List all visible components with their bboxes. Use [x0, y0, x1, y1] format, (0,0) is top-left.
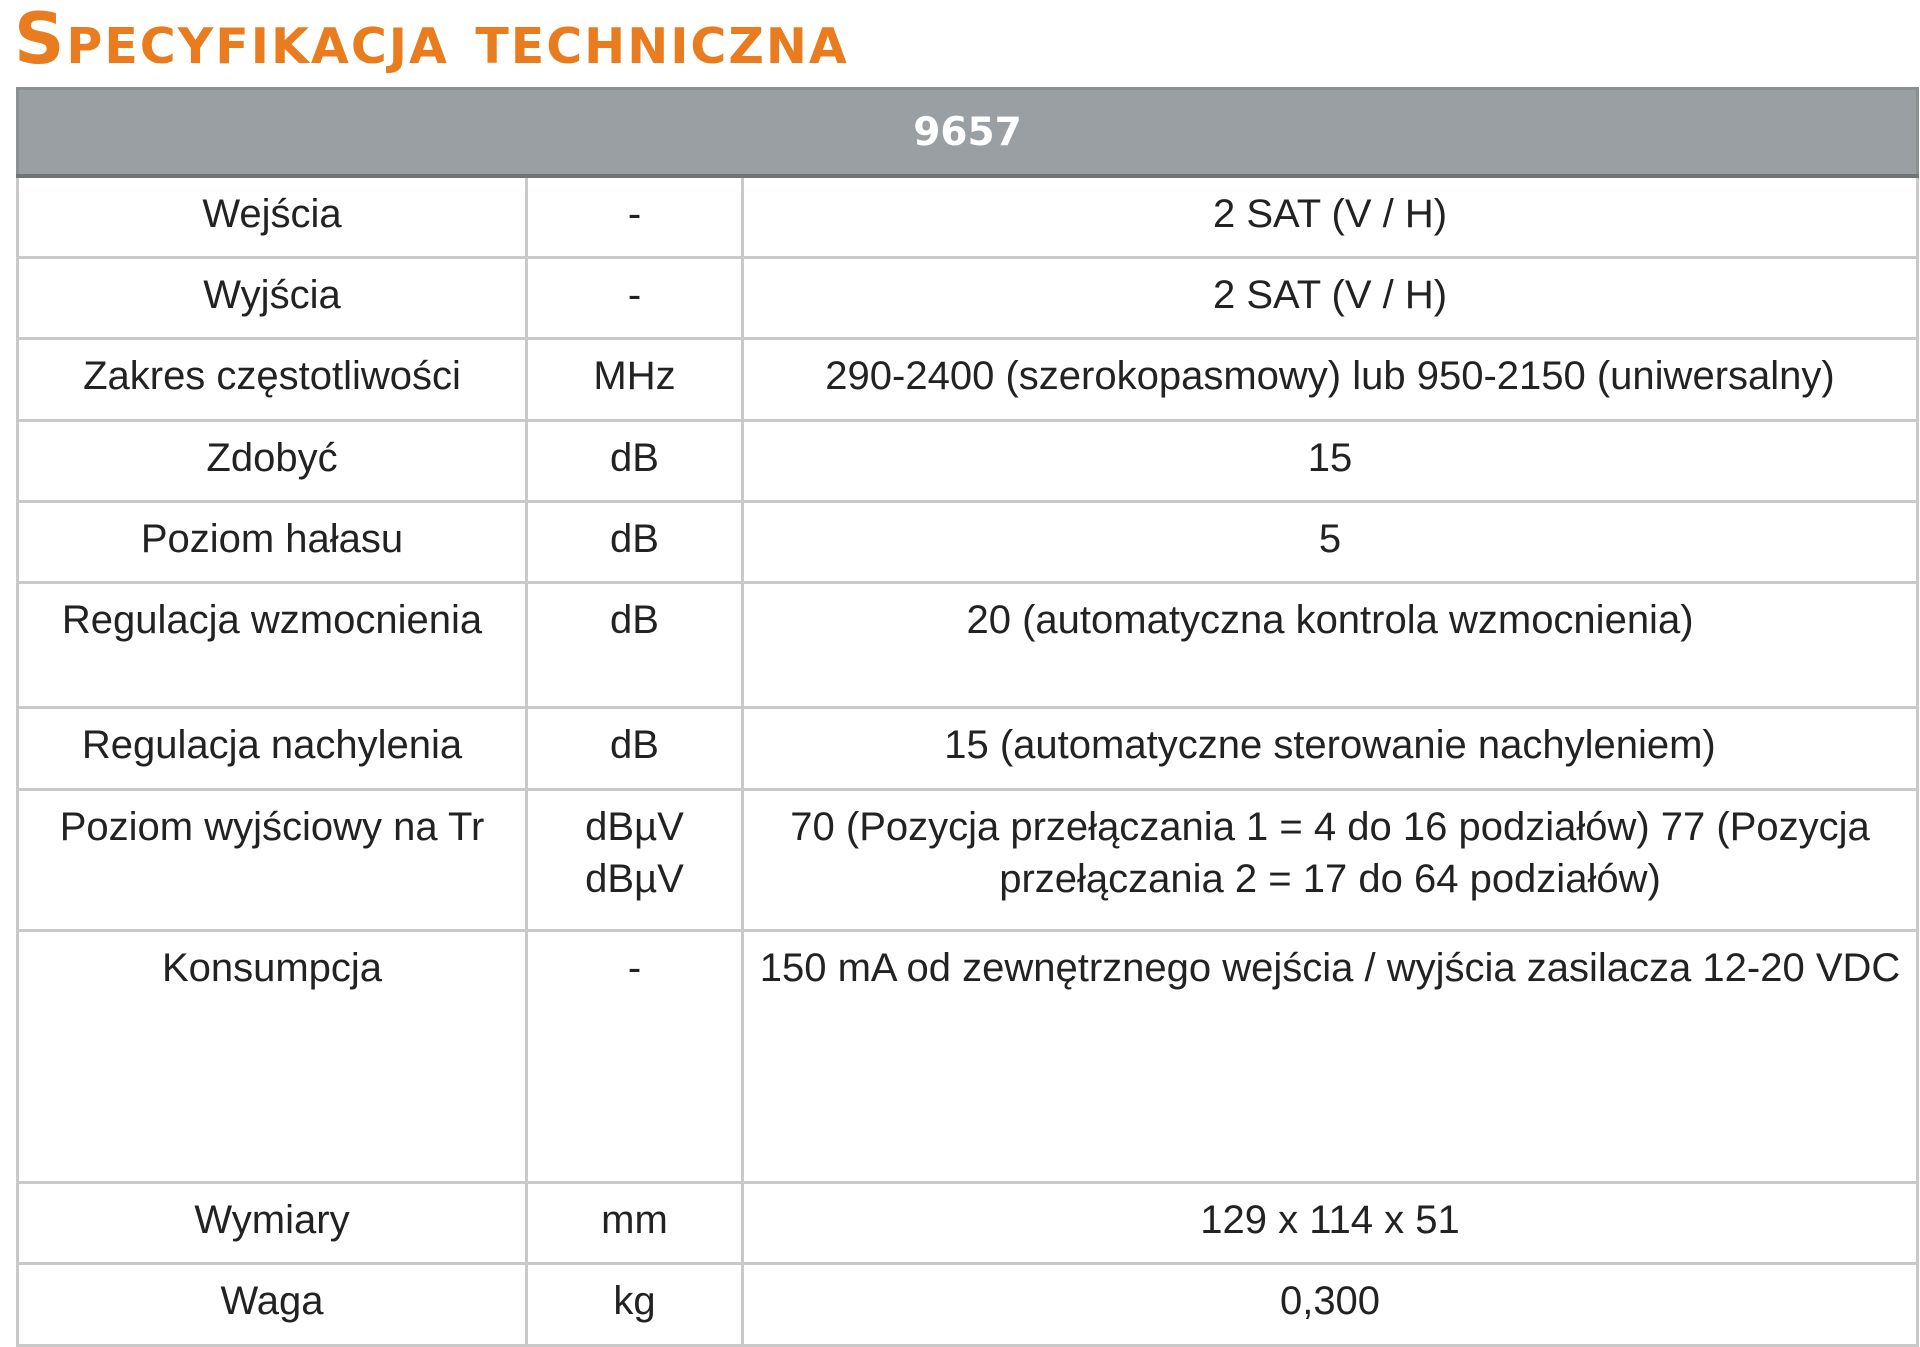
row-unit-cell: MHz: [527, 338, 743, 420]
spec-table: [16, 87, 1919, 1347]
row-unit-cell: -: [527, 930, 743, 1182]
row-name-cell: Regulacja nachylenia: [18, 707, 527, 789]
row-unit-cell: kg: [527, 1263, 743, 1345]
table-row: [18, 176, 1918, 257]
table-row: [18, 707, 1918, 789]
row-name-cell: Zakres częstotliwości: [18, 338, 527, 420]
row-value-cell: 290-2400 (szerokopasmowy) lub 950-2150 (uniwersalny): [743, 338, 1918, 420]
row-value-cell: 2 SAT (V / H): [743, 176, 1918, 257]
table-row: [18, 257, 1918, 338]
row-unit-cell: mm: [527, 1182, 743, 1263]
row-name-cell: Wymiary: [18, 1182, 527, 1263]
model-header: 9657: [18, 89, 1918, 177]
row-value-cell: 5: [743, 501, 1918, 582]
row-name-cell: Regulacja wzmocnienia: [18, 582, 527, 707]
table-row: [18, 582, 1918, 707]
table-row: [18, 930, 1918, 1182]
row-unit-cell: dB: [527, 707, 743, 789]
row-value-cell: 70 (Pozycja przełączania 1 = 4 do 16 podziałów) 77 (Pozycja przełączania 2 = 17 do 64 podziałów): [743, 789, 1918, 930]
row-value-cell: 0,300: [743, 1263, 1918, 1345]
row-unit-cell: dB: [527, 501, 743, 582]
row-value-cell: 129 x 114 x 51: [743, 1182, 1918, 1263]
row-name-cell: Wyjścia: [18, 257, 527, 338]
table-row: [18, 1263, 1918, 1345]
row-name-cell: Poziom hałasu: [18, 501, 527, 582]
row-value-cell: 15 (automatyczne sterowanie nachyleniem): [743, 707, 1918, 789]
table-row: [18, 1182, 1918, 1263]
row-name-cell: Konsumpcja: [18, 930, 527, 1182]
table-row: [18, 789, 1918, 930]
table-row: [18, 338, 1918, 420]
row-value-cell: 150 mA od zewnętrznego wejścia / wyjścia zasilacza 12-20 VDC: [743, 930, 1918, 1182]
row-unit-cell: -: [527, 176, 743, 257]
row-name-cell: Wejścia: [18, 176, 527, 257]
page-title: Specyfikacja techniczna: [14, 0, 849, 80]
row-value-cell: 15: [743, 420, 1918, 501]
row-value-cell: 2 SAT (V / H): [743, 257, 1918, 338]
row-name-cell: Waga: [18, 1263, 527, 1345]
table-row: [18, 501, 1918, 582]
row-unit-cell: dBµV dBµV: [527, 789, 743, 930]
row-value-cell: 20 (automatyczna kontrola wzmocnienia): [743, 582, 1918, 707]
table-row: [18, 420, 1918, 501]
row-unit-cell: dB: [527, 420, 743, 501]
row-unit-cell: dB: [527, 582, 743, 707]
row-name-cell: Poziom wyjściowy na Tr: [18, 789, 527, 930]
table-header-row: [18, 89, 1918, 177]
row-unit-cell: -: [527, 257, 743, 338]
row-name-cell: Zdobyć: [18, 420, 527, 501]
